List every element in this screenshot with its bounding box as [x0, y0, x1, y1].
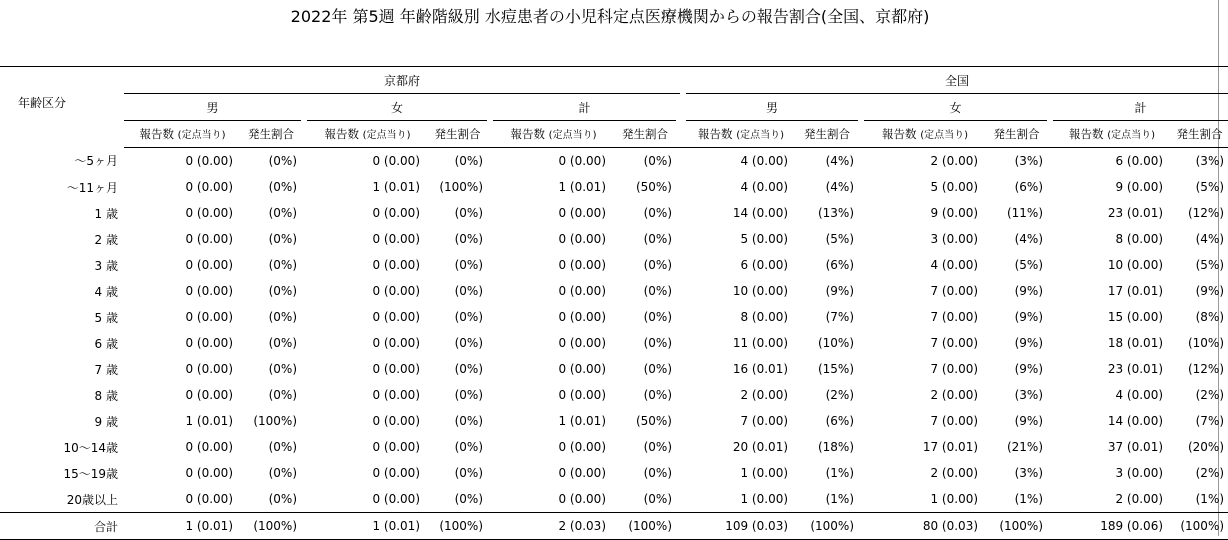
rate-column-header: 発生割合 — [1171, 121, 1228, 148]
age-group-label: 1 歳 — [94, 206, 118, 221]
rate-column-header: 発生割合 — [986, 121, 1047, 148]
report-count-cell: 0 (0.00) — [372, 258, 420, 272]
report-count-cell: 1 (0.00) — [740, 492, 789, 506]
per-site-label: (定点当り) — [1107, 130, 1155, 141]
rate-cell: (0%) — [268, 336, 297, 350]
report-count-cell: 17 (0.01) — [922, 440, 979, 454]
report-count-cell: 0 (0.00) — [558, 466, 606, 480]
report-count-cell: 5 (0.00) — [740, 232, 789, 246]
rate-cell: (15%) — [817, 362, 855, 376]
rate-cell: (20%) — [1187, 440, 1225, 454]
report-count-cell: 1 (0.00) — [740, 466, 789, 480]
report-count-cell: 0 (0.00) — [558, 258, 606, 272]
count-label: 報告数 — [139, 127, 175, 141]
age-group-label: 5 歳 — [94, 310, 118, 325]
rate-cell: (0%) — [643, 440, 672, 454]
report-count-cell: 14 (0.00) — [1107, 414, 1164, 428]
report-count-cell: 3 (0.00) — [930, 232, 979, 246]
gender-header: 計 — [493, 94, 676, 121]
rate-cell: (0%) — [268, 284, 297, 298]
rate-cell: (8%) — [1195, 310, 1225, 324]
count-label: 報告数 — [698, 127, 733, 141]
report-count-cell: 4 (0.00) — [1115, 388, 1164, 402]
count-column-header — [1053, 121, 1171, 148]
rate-cell: (1%) — [1195, 492, 1225, 506]
rate-cell: (100%) — [796, 513, 858, 540]
age-group-label: 15～19歳 — [63, 466, 118, 481]
report-count-cell: 0 (0.00) — [372, 232, 420, 246]
count-column-header — [686, 121, 796, 148]
rate-cell: (0%) — [643, 492, 672, 506]
report-count-cell: 80 (0.03) — [864, 513, 986, 540]
rate-cell: (0%) — [643, 310, 672, 324]
gender-header: 女 — [307, 94, 487, 121]
report-count-cell: 0 (0.00) — [558, 284, 606, 298]
rate-cell: (4%) — [1014, 232, 1044, 246]
rate-cell: (4%) — [825, 180, 855, 194]
rate-cell: (0%) — [643, 258, 672, 272]
report-count-cell: 0 (0.00) — [372, 336, 420, 350]
report-count-cell: 15 (0.00) — [1107, 310, 1164, 324]
rate-cell: (0%) — [268, 232, 297, 246]
report-count-cell: 1 (0.00) — [930, 492, 979, 506]
gender-header: 計 — [1053, 94, 1228, 121]
gender-header: 女 — [864, 94, 1047, 121]
report-count-cell: 0 (0.00) — [185, 466, 233, 480]
rate-cell: (4%) — [1195, 232, 1225, 246]
report-count-cell: 7 (0.00) — [930, 336, 979, 350]
report-count-cell: 9 (0.00) — [1115, 180, 1164, 194]
rate-cell: (9%) — [1014, 284, 1044, 298]
report-count-cell: 0 (0.00) — [558, 206, 606, 220]
report-count-cell: 109 (0.03) — [686, 513, 796, 540]
table-row — [0, 226, 1228, 252]
report-count-cell: 0 (0.00) — [372, 414, 420, 428]
rate-cell: (7%) — [825, 310, 855, 324]
report-count-cell: 4 (0.00) — [740, 180, 789, 194]
count-label: 報告数 — [324, 127, 360, 141]
age-group-label: 7 歳 — [94, 362, 118, 377]
report-count-cell: 20 (0.01) — [732, 440, 789, 454]
report-count-cell: 14 (0.00) — [732, 206, 789, 220]
rate-cell: (9%) — [1014, 362, 1044, 376]
report-count-cell: 0 (0.00) — [185, 284, 233, 298]
report-count-cell: 2 (0.03) — [493, 513, 614, 540]
age-group-label: 8 歳 — [94, 388, 118, 403]
rate-cell: (21%) — [1006, 440, 1044, 454]
table-row — [0, 460, 1228, 486]
report-count-cell: 0 (0.00) — [185, 388, 233, 402]
report-count-cell: 2 (0.00) — [930, 154, 979, 168]
rate-cell: (100%) — [1171, 513, 1228, 540]
report-count-cell: 1 (0.01) — [124, 513, 241, 540]
rate-cell: (0%) — [268, 258, 297, 272]
age-group-label: ～5ヶ月 — [74, 154, 118, 169]
rate-cell: (18%) — [817, 440, 855, 454]
report-count-cell: 0 (0.00) — [558, 336, 606, 350]
report-count-cell: 2 (0.00) — [740, 388, 789, 402]
report-count-cell: 5 (0.00) — [930, 180, 979, 194]
rate-cell: (2%) — [825, 388, 855, 402]
rate-cell: (3%) — [1195, 154, 1225, 168]
age-group-label: 10～14歳 — [63, 440, 118, 455]
report-count-cell: 0 (0.00) — [558, 492, 606, 506]
rate-cell: (12%) — [1187, 362, 1225, 376]
report-count-cell: 17 (0.01) — [1107, 284, 1164, 298]
rate-cell: (0%) — [268, 310, 297, 324]
report-count-cell: 0 (0.00) — [558, 362, 606, 376]
rate-column-header: 発生割合 — [241, 121, 301, 148]
table-row — [0, 304, 1228, 330]
rate-cell: (13%) — [817, 206, 855, 220]
report-count-cell: 0 (0.00) — [185, 336, 233, 350]
report-count-cell: 0 (0.00) — [185, 440, 233, 454]
report-count-cell: 0 (0.00) — [372, 466, 420, 480]
report-count-cell: 0 (0.00) — [372, 388, 420, 402]
gender-header: 男 — [124, 94, 301, 121]
age-group-label: 2 歳 — [94, 232, 118, 247]
age-group-label: 20歳以上 — [66, 492, 118, 507]
rate-cell: (0%) — [643, 466, 672, 480]
report-count-cell: 7 (0.00) — [930, 362, 979, 376]
per-site-label: (定点当り) — [736, 130, 784, 141]
total-row — [0, 513, 1228, 540]
rate-column-header: 発生割合 — [428, 121, 487, 148]
rate-cell: (0%) — [643, 284, 672, 298]
rate-cell: (0%) — [454, 310, 483, 324]
report-count-cell: 37 (0.01) — [1107, 440, 1164, 454]
table-row — [0, 330, 1228, 356]
rate-cell: (0%) — [643, 388, 672, 402]
rate-cell: (0%) — [268, 440, 297, 454]
rate-cell: (0%) — [643, 362, 672, 376]
report-count-cell: 6 (0.00) — [1115, 154, 1164, 168]
rate-cell: (9%) — [1014, 336, 1044, 350]
report-count-cell: 1 (0.01) — [558, 414, 606, 428]
report-count-cell: 23 (0.01) — [1107, 206, 1164, 220]
report-count-cell: 10 (0.00) — [732, 284, 789, 298]
rate-cell: (0%) — [454, 492, 483, 506]
rate-cell: (9%) — [1014, 310, 1044, 324]
rate-cell: (100%) — [428, 513, 487, 540]
rate-cell: (3%) — [1014, 466, 1044, 480]
rate-cell: (2%) — [1195, 466, 1225, 480]
age-group-label: 9 歳 — [94, 414, 118, 429]
rate-cell: (0%) — [268, 180, 297, 194]
rate-cell: (0%) — [268, 388, 297, 402]
table-row — [0, 278, 1228, 304]
rate-cell: (5%) — [1195, 180, 1225, 194]
report-count-cell: 7 (0.00) — [930, 310, 979, 324]
rate-cell: (0%) — [454, 388, 483, 402]
age-group-label: ～11ヶ月 — [66, 180, 118, 195]
rate-cell: (0%) — [643, 206, 672, 220]
count-label: 報告数 — [510, 127, 546, 141]
count-label: 報告数 — [1069, 127, 1104, 141]
report-count-cell: 189 (0.06) — [1053, 513, 1171, 540]
rate-cell: (0%) — [454, 284, 483, 298]
report-count-cell: 2 (0.00) — [930, 466, 979, 480]
per-site-label: (定点当り) — [920, 130, 968, 141]
rate-cell: (5%) — [1195, 258, 1225, 272]
rate-cell: (10%) — [1187, 336, 1225, 350]
rate-cell: (6%) — [825, 414, 855, 428]
rate-cell: (0%) — [643, 232, 672, 246]
report-count-cell: 0 (0.00) — [372, 492, 420, 506]
report-count-cell: 0 (0.00) — [558, 154, 606, 168]
report-count-cell: 0 (0.00) — [185, 258, 233, 272]
report-count-cell: 0 (0.00) — [185, 154, 233, 168]
rate-cell: (3%) — [1014, 154, 1044, 168]
table-row — [0, 408, 1228, 434]
rate-cell: (50%) — [635, 414, 672, 428]
rate-cell: (6%) — [825, 258, 855, 272]
report-count-cell: 0 (0.00) — [558, 388, 606, 402]
report-table — [0, 66, 1228, 540]
report-count-cell: 0 (0.00) — [372, 284, 420, 298]
rate-cell: (0%) — [454, 414, 483, 428]
report-count-cell: 11 (0.00) — [732, 336, 789, 350]
rate-cell: (0%) — [643, 336, 672, 350]
rate-cell: (0%) — [268, 362, 297, 376]
report-count-cell: 16 (0.01) — [732, 362, 789, 376]
report-count-cell: 0 (0.00) — [558, 310, 606, 324]
rate-column-header: 発生割合 — [796, 121, 858, 148]
report-count-cell: 0 (0.00) — [372, 206, 420, 220]
report-count-cell: 1 (0.01) — [558, 180, 606, 194]
rate-cell: (0%) — [454, 258, 483, 272]
rate-cell: (0%) — [454, 440, 483, 454]
count-column-header — [864, 121, 986, 148]
report-count-cell: 0 (0.00) — [372, 440, 420, 454]
report-count-cell: 1 (0.01) — [307, 513, 428, 540]
count-column-header — [493, 121, 614, 148]
report-count-cell: 0 (0.00) — [558, 440, 606, 454]
table-row — [0, 148, 1228, 175]
report-count-cell: 7 (0.00) — [930, 414, 979, 428]
report-count-cell: 0 (0.00) — [185, 180, 233, 194]
report-count-cell: 0 (0.00) — [185, 362, 233, 376]
report-count-cell: 7 (0.00) — [930, 284, 979, 298]
report-count-cell: 3 (0.00) — [1115, 466, 1164, 480]
report-count-cell: 0 (0.00) — [185, 492, 233, 506]
rate-cell: (10%) — [817, 336, 855, 350]
rate-column-header: 発生割合 — [614, 121, 676, 148]
rate-cell: (9%) — [1195, 284, 1225, 298]
rate-cell: (0%) — [454, 466, 483, 480]
region-header-national: 全国 — [686, 67, 1228, 94]
rate-cell: (0%) — [454, 154, 483, 168]
rate-cell: (100%) — [986, 513, 1047, 540]
report-count-cell: 1 (0.01) — [185, 414, 233, 428]
gender-header: 男 — [686, 94, 858, 121]
rate-cell: (11%) — [1006, 206, 1044, 220]
table-row — [0, 174, 1228, 200]
report-count-cell: 0 (0.00) — [372, 310, 420, 324]
rate-cell: (5%) — [825, 232, 855, 246]
rate-cell: (9%) — [825, 284, 855, 298]
rate-cell: (100%) — [241, 513, 301, 540]
count-label: 報告数 — [882, 127, 917, 141]
rate-cell: (0%) — [268, 206, 297, 220]
report-count-cell: 0 (0.00) — [372, 362, 420, 376]
rate-cell: (0%) — [268, 154, 297, 168]
rate-cell: (0%) — [454, 232, 483, 246]
rate-cell: (4%) — [825, 154, 855, 168]
rate-cell: (0%) — [454, 336, 483, 350]
rate-cell: (100%) — [614, 513, 676, 540]
rate-cell: (0%) — [268, 492, 297, 506]
table-row — [0, 252, 1228, 278]
report-count-cell: 0 (0.00) — [558, 232, 606, 246]
report-count-cell: 8 (0.00) — [1115, 232, 1164, 246]
report-count-cell: 4 (0.00) — [740, 154, 789, 168]
report-count-cell: 0 (0.00) — [185, 206, 233, 220]
per-site-label: (定点当り) — [177, 130, 226, 141]
rate-cell: (100%) — [253, 414, 297, 428]
report-count-cell: 1 (0.01) — [372, 180, 420, 194]
rate-cell: (1%) — [1014, 492, 1044, 506]
page-title: 2022年 第5週 年齢階級別 水痘患者の小児科定点医療機関からの報告割合(全国、京都府) — [290, 7, 930, 26]
report-count-cell: 0 (0.00) — [185, 310, 233, 324]
rate-cell: (1%) — [825, 492, 855, 506]
rate-cell: (7%) — [1195, 414, 1225, 428]
report-count-cell: 0 (0.00) — [185, 232, 233, 246]
report-count-cell: 23 (0.01) — [1107, 362, 1164, 376]
rate-cell: (0%) — [643, 154, 672, 168]
rate-cell: (100%) — [439, 180, 483, 194]
table-row — [0, 356, 1228, 382]
rate-cell: (1%) — [825, 466, 855, 480]
rate-cell: (0%) — [454, 362, 483, 376]
report-count-cell: 10 (0.00) — [1107, 258, 1164, 272]
count-column-header — [124, 121, 241, 148]
rate-cell: (6%) — [1014, 180, 1044, 194]
age-group-label: 3 歳 — [94, 258, 118, 273]
report-count-cell: 9 (0.00) — [930, 206, 979, 220]
age-group-label: 4 歳 — [94, 284, 118, 299]
age-column-header: 年齢区分 — [18, 95, 67, 110]
rate-cell: (12%) — [1187, 206, 1225, 220]
rate-cell: (9%) — [1014, 414, 1044, 428]
corner-cell — [0, 67, 124, 94]
table-row — [0, 382, 1228, 408]
per-site-label: (定点当り) — [548, 130, 597, 141]
rate-cell: (3%) — [1014, 388, 1044, 402]
age-group-label: 合計 — [0, 513, 124, 540]
rate-cell: (2%) — [1195, 388, 1225, 402]
per-site-label: (定点当り) — [362, 130, 411, 141]
report-count-cell: 0 (0.00) — [372, 154, 420, 168]
count-column-header — [307, 121, 428, 148]
report-count-cell: 2 (0.00) — [1115, 492, 1164, 506]
report-count-cell: 2 (0.00) — [930, 388, 979, 402]
table-row — [0, 200, 1228, 226]
rate-cell: (0%) — [454, 206, 483, 220]
region-header-kyoto: 京都府 — [124, 67, 680, 94]
rate-cell: (0%) — [268, 466, 297, 480]
table-row — [0, 434, 1228, 460]
age-group-label: 6 歳 — [94, 336, 118, 351]
table-row — [0, 486, 1228, 513]
rate-cell: (5%) — [1014, 258, 1044, 272]
report-count-cell: 6 (0.00) — [740, 258, 789, 272]
report-count-cell: 4 (0.00) — [930, 258, 979, 272]
report-count-cell: 8 (0.00) — [740, 310, 789, 324]
report-count-cell: 7 (0.00) — [740, 414, 789, 428]
rate-cell: (50%) — [635, 180, 672, 194]
report-count-cell: 18 (0.01) — [1107, 336, 1164, 350]
